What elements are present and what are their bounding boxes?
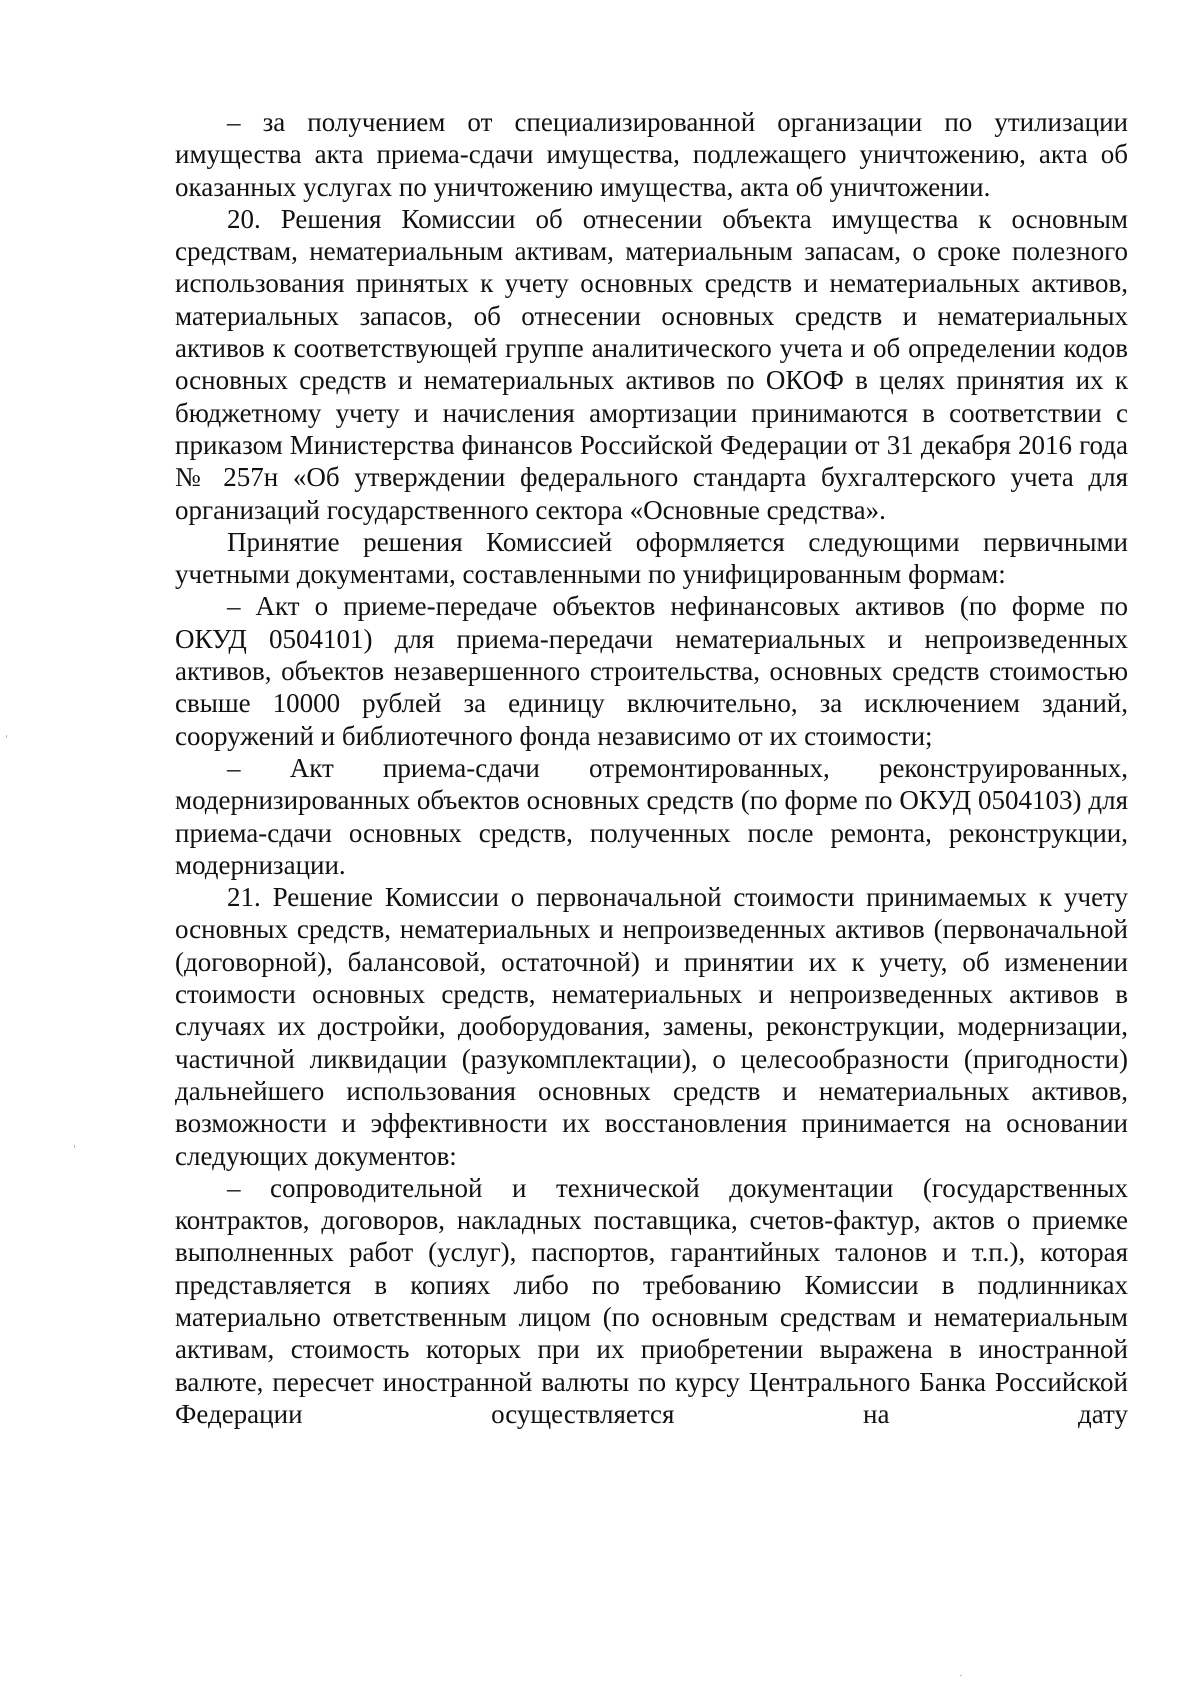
document-body [175,106,1128,1430]
scan-margin-mark-left-lower [74,1145,75,1148]
scan-margin-mark-left [6,735,7,738]
paragraph-item-20: 20. Решения Комиссии об отнесении объекта имущества к основным средствам, нематериальным активам, материальным запасам, о сроке полезного использования принятых к учету основных средств и нематериальных активов, материальных запасов, об отнесении основных средств и нематериальных активов к соответствующей группе аналитического учета и об определении кодов основных средств и нематериальных активов по ОКОФ в целях принятия их к бюджетному учету и начисления амортизации принимаются в соответствии с приказом Министерства финансов Российской Федерации от 31 декабря 2016 года № 257н «Об утверждении федерального стандарта бухгалтерского учета для организаций государственного сектора «Основные средства». [175,203,1128,525]
paragraph-item-21: 21. Решение Комиссии о первоначальной стоимости принимаемых к учету основных средств, нематериальных и непроизведенных активов (первоначальной (договорной), балансовой, остаточной) и принятии их к учету, об изменении стоимости основных средств, нематериальных и непроизведенных активов в случаях их достройки, дооборудования, замены, реконструкции, модернизации, частичной ликвидации (разукомплектации), о целесообразности (пригодности) дальнейшего использования основных средств и нематериальных активов, возможности и эффективности их восстановления принимается на основании следующих документов: [175,882,1128,1171]
paragraph-act-0504103: – Акт приема-сдачи отремонтированных, реконструированных, модернизированных объектов основных средств (по форме по ОКУД 0504103) для приема-сдачи основных средств, полученных после ремонта, реконструкции, модернизации. [175,752,1128,880]
paragraph-act-0504101: – Акт о приеме-передаче объектов нефинансовых активов (по форме по ОКУД 0504101) для приема-передачи нематериальных и непроизведенных активов, объектов незавершенного строительства, основных средств стоимостью свыше 10000 рублей за единицу включительно, за исключением зданий, сооружений и библиотечного фонда независимо от их стоимости; [175,591,1128,751]
paragraph-supporting-documents: – сопроводительной и технической документации (государственных контрактов, договоров, накладных поставщика, счетов-фактур, актов о приемке выполненных работ (услуг), паспортов, гарантийных талонов и т.п.), которая представляется в копиях либо по требованию Комиссии в подлинниках материально ответственным лицом (по основным средствам и нематериальным активам, стоимость которых при их приобретении выражена в иностранной валюте, пересчет иностранной валюты по курсу Центрального Банка Российской Федерации осуществляется на дату [175,1172,1128,1429]
paragraph-disposal-acts: – за получением от специализированной организации по утилизации имущества акта приема-сдачи имущества, подлежащего уничтожению, акта об оказанных услугах по уничтожению имущества, акта об уничтожении. [175,107,1128,202]
paragraph-commission-decision: Принятие решения Комиссией оформляется следующими первичными учетными документами, составленными по унифицированным формам: [175,526,1128,590]
scan-bottom-mark [960,1675,962,1676]
